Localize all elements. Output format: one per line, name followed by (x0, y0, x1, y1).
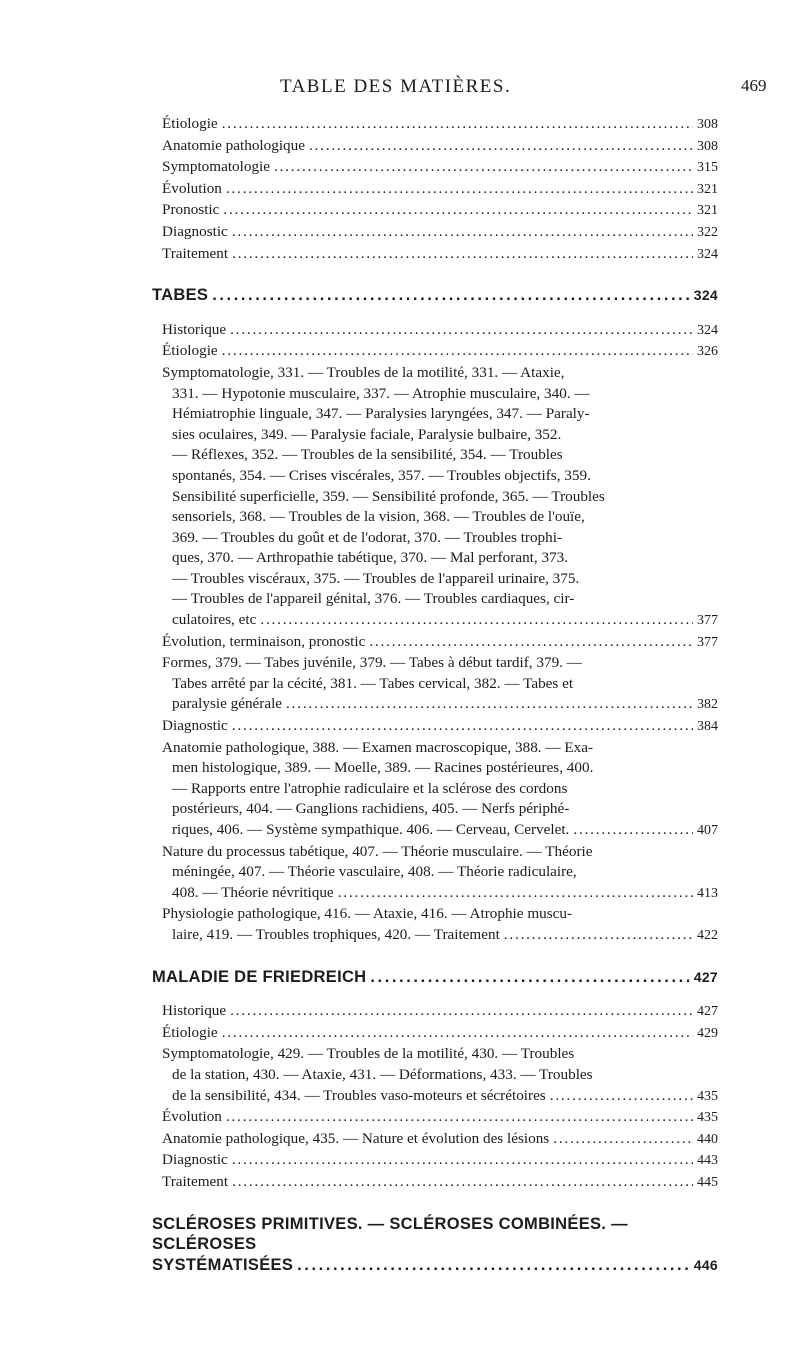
section-page: 427 (693, 968, 718, 985)
paragraph-line: méningée, 407. — Théorie vasculaire, 408. — Théorie radiculaire, (172, 863, 577, 881)
toc-entry-label: Évolution, terminaison, pronostic (162, 632, 366, 650)
table-of-contents (152, 114, 718, 1275)
paragraph-last-line (172, 820, 718, 842)
toc-entry-label: Traitement (162, 1172, 229, 1190)
toc-entry-page: 377 (697, 634, 718, 650)
leader-dots (260, 610, 693, 631)
toc-entry-page: 324 (697, 322, 718, 338)
toc-entry-label: Étiologie (162, 115, 218, 132)
toc-entry-label: Pronostic (162, 201, 220, 219)
toc-paragraph-nature[interactable] (162, 842, 718, 905)
leader-dots (309, 136, 693, 157)
section-title: SYSTÉMATISÉES (152, 1255, 294, 1274)
toc-entry-page: 321 (697, 181, 718, 197)
section-heading-scleroses[interactable] (152, 1214, 718, 1276)
paragraph-line: — Rapports entre l'atrophie radiculaire et la sclérose des cordons (172, 779, 568, 797)
toc-entry-page: 407 (697, 823, 718, 838)
leader-dots (573, 820, 693, 841)
section-heading-friedreich[interactable] (152, 967, 718, 988)
toc-entry-page: 382 (697, 697, 718, 713)
toc-entry-label: Diagnostic (162, 1151, 228, 1169)
toc-entry-evolution[interactable] (162, 1107, 718, 1129)
toc-entry-label: Évolution (162, 1108, 222, 1126)
toc-entry-page: 315 (697, 160, 718, 176)
toc-paragraph-physiologie[interactable] (162, 904, 718, 946)
page-header (0, 76, 800, 102)
paragraph-line: sies oculaires, 349. — Paralysie faciale, Paralysie bulbaire, 352. (172, 425, 562, 443)
toc-entry-page: 324 (697, 246, 718, 262)
leader-dots (370, 967, 689, 988)
toc-entry-evolution[interactable] (162, 179, 718, 201)
toc-paragraph-symptomatologie[interactable] (162, 1044, 718, 1107)
leader-dots (369, 632, 693, 653)
paragraph-line: de la station, 430. — Ataxie, 431. — Déformations, 433. — Troubles (172, 1065, 593, 1083)
toc-entry-page: 443 (697, 1153, 718, 1169)
toc-entry-etiologie[interactable] (162, 341, 718, 363)
toc-entry-label: Anatomie pathologique, 435. — Nature et évolution des lésions (162, 1129, 550, 1147)
paragraph-last-line (172, 610, 718, 632)
toc-entry-traitement[interactable] (162, 1172, 718, 1194)
paragraph-line: Symptomatologie, 429. — Troubles de la motilité, 430. — Troubles (162, 1045, 575, 1063)
paragraph-line: riques, 406. — Système sympathique. 406. — Cerveau, Cervelet. (172, 821, 570, 838)
paragraph-line: paralysie générale (172, 695, 283, 713)
leader-dots (223, 200, 693, 221)
leader-dots (550, 1086, 693, 1107)
toc-entry-label: Historique (162, 320, 227, 338)
toc-entry-page: 440 (697, 1131, 718, 1147)
toc-entry-diagnostic[interactable] (162, 1150, 718, 1172)
paragraph-line: Hémiatrophie linguale, 347. — Paralysies laryngées, 347. — Paraly- (172, 405, 590, 423)
leader-dots (222, 341, 693, 362)
paragraph-line: Nature du processus tabétique, 407. — Théorie musculaire. — Théorie (162, 842, 593, 860)
paragraph-line: de la sensibilité, 434. — Troubles vaso-moteurs et sécrétoires (172, 1086, 546, 1104)
toc-entry-label: Étiologie (162, 342, 218, 360)
leader-dots (232, 244, 693, 265)
leader-dots (226, 1107, 693, 1128)
toc-entry-label: Étiologie (162, 1023, 218, 1041)
toc-entry-evolution[interactable] (162, 632, 718, 654)
paragraph-line: Sensibilité superficielle, 359. — Sensibilité profonde, 365. — Troubles (172, 487, 605, 505)
toc-entry-anatomie[interactable] (162, 136, 718, 158)
section-title-line (152, 1255, 718, 1276)
paragraph-line: laire, 419. — Troubles trophiques, 420. — Traitement (172, 925, 500, 943)
paragraph-line: Symptomatologie, 331. — Troubles de la motilité, 331. — Ataxie, (162, 363, 565, 381)
paragraph-line: spontanés, 354. — Crises viscérales, 357. — Troubles objectifs, 359. (172, 466, 591, 484)
toc-entry-label: Anatomie pathologique (162, 136, 305, 154)
toc-entry-page: 435 (697, 1110, 718, 1126)
toc-entry-traitement[interactable] (162, 244, 718, 266)
leader-dots (232, 222, 693, 243)
toc-entry-page: 321 (697, 203, 718, 219)
toc-entry-label: Traitement (162, 244, 229, 262)
section-page: 324 (693, 287, 718, 304)
leader-dots (297, 1255, 690, 1276)
leader-dots (222, 114, 693, 135)
toc-entry-page: 308 (697, 117, 718, 132)
paragraph-last-line (172, 694, 718, 716)
section-title: SCLÉROSES PRIMITIVES. — SCLÉROSES COMBINÉES. — SCLÉROSES (152, 1214, 628, 1254)
toc-entry-page: 435 (697, 1088, 718, 1104)
paragraph-line: Anatomie pathologique, 388. — Examen macroscopique, 388. — Exa- (162, 738, 594, 756)
toc-entry-page: 445 (697, 1174, 718, 1190)
leader-dots (232, 716, 693, 737)
paragraph-line: ques, 370. — Arthropathie tabétique, 370. — Mal perforant, 373. (172, 549, 569, 567)
paragraph-last-line (172, 883, 718, 905)
toc-entry-page: 326 (697, 344, 718, 360)
leader-dots (226, 179, 693, 200)
toc-entry-label: Symptomatologie (162, 158, 270, 176)
paragraph-line: 408. — Théorie névritique (172, 883, 334, 901)
paragraph-line: sensoriels, 368. — Troubles de la vision, 368. — Troubles de l'ouïe, (172, 508, 585, 526)
paragraph-line: 369. — Troubles du goût et de l'odorat, 370. — Troubles trophi- (172, 528, 563, 546)
paragraph-line: — Réflexes, 352. — Troubles de la sensibilité, 354. — Troubles (172, 446, 563, 464)
toc-entry-page: 413 (697, 885, 718, 901)
toc-paragraph-symptomatologie[interactable] (162, 363, 718, 632)
paragraph-line: Formes, 379. — Tabes juvénile, 379. — Tabes à début tardif, 379. — (162, 654, 582, 672)
friedreich-entries (152, 1001, 718, 1193)
toc-entry-label: Diagnostic (162, 717, 228, 735)
toc-entry-symptomatologie[interactable] (162, 157, 718, 179)
toc-entry-etiologie[interactable] (162, 114, 718, 136)
leader-dots (553, 1129, 693, 1150)
paragraph-line: men histologique, 389. — Moelle, 389. — Racines postérieures, 400. (172, 759, 594, 777)
section-page: 446 (693, 1256, 718, 1273)
leader-dots (232, 1150, 693, 1171)
toc-entry-label: Historique (162, 1002, 227, 1020)
toc-entry-page: 429 (697, 1025, 718, 1041)
section-title: MALADIE DE FRIEDREICH (152, 967, 367, 986)
leader-dots (212, 285, 690, 306)
toc-entry-historique[interactable] (162, 320, 718, 342)
leader-dots (338, 883, 693, 904)
paragraph-line: Physiologie pathologique, 416. — Ataxie, 416. — Atrophie muscu- (162, 905, 573, 923)
leader-dots (230, 320, 693, 341)
section-title: TABES (152, 286, 209, 305)
toc-entry-page: 308 (697, 138, 718, 154)
top-entry-list (152, 114, 718, 265)
paragraph-line: culatoires, etc (172, 611, 257, 629)
paragraph-line: — Troubles de l'appareil génital, 376. — Troubles cardiaques, cir- (172, 590, 575, 608)
toc-entry-page: 384 (697, 719, 718, 735)
paragraph-last-line (172, 1086, 718, 1108)
toc-entry-diagnostic[interactable] (162, 716, 718, 738)
toc-entry-label: Diagnostic (162, 222, 228, 240)
paragraph-line: Tabes arrêté par la cécité, 381. — Tabes cervical, 382. — Tabes et (172, 674, 574, 692)
paragraph-line: postérieurs, 404. — Ganglions rachidiens, 405. — Nerfs périphé- (172, 800, 570, 818)
leader-dots (232, 1172, 693, 1193)
toc-paragraph-formes[interactable] (162, 653, 718, 716)
toc-entry-pronostic[interactable] (162, 200, 718, 222)
toc-entry-anatomie[interactable] (162, 1129, 718, 1151)
running-title: TABLE DES MATIÈRES. (280, 76, 512, 97)
toc-entry-historique[interactable] (162, 1001, 718, 1023)
leader-dots (274, 157, 693, 178)
leader-dots (286, 694, 693, 715)
toc-entry-page: 427 (697, 1004, 718, 1020)
toc-entry-page: 322 (697, 224, 718, 240)
leader-dots (222, 1023, 693, 1044)
page-number: 469 (741, 76, 767, 95)
section-heading-tabes[interactable] (152, 285, 718, 306)
toc-entry-diagnostic[interactable] (162, 222, 718, 244)
paragraph-last-line (172, 925, 718, 947)
toc-entry-label: Évolution (162, 179, 222, 197)
paragraph-line: — Troubles viscéraux, 375. — Troubles de l'appareil urinaire, 375. (172, 569, 580, 587)
toc-entry-etiologie[interactable] (162, 1023, 718, 1045)
toc-entry-page: 377 (697, 613, 718, 629)
leader-dots (504, 925, 693, 946)
toc-paragraph-anatomie[interactable] (162, 738, 718, 842)
paragraph-line: 331. — Hypotonie musculaire, 337. — Atrophie musculaire, 340. — (172, 384, 590, 402)
tabes-entries (152, 320, 718, 947)
toc-entry-page: 422 (697, 927, 718, 943)
leader-dots (230, 1001, 693, 1022)
